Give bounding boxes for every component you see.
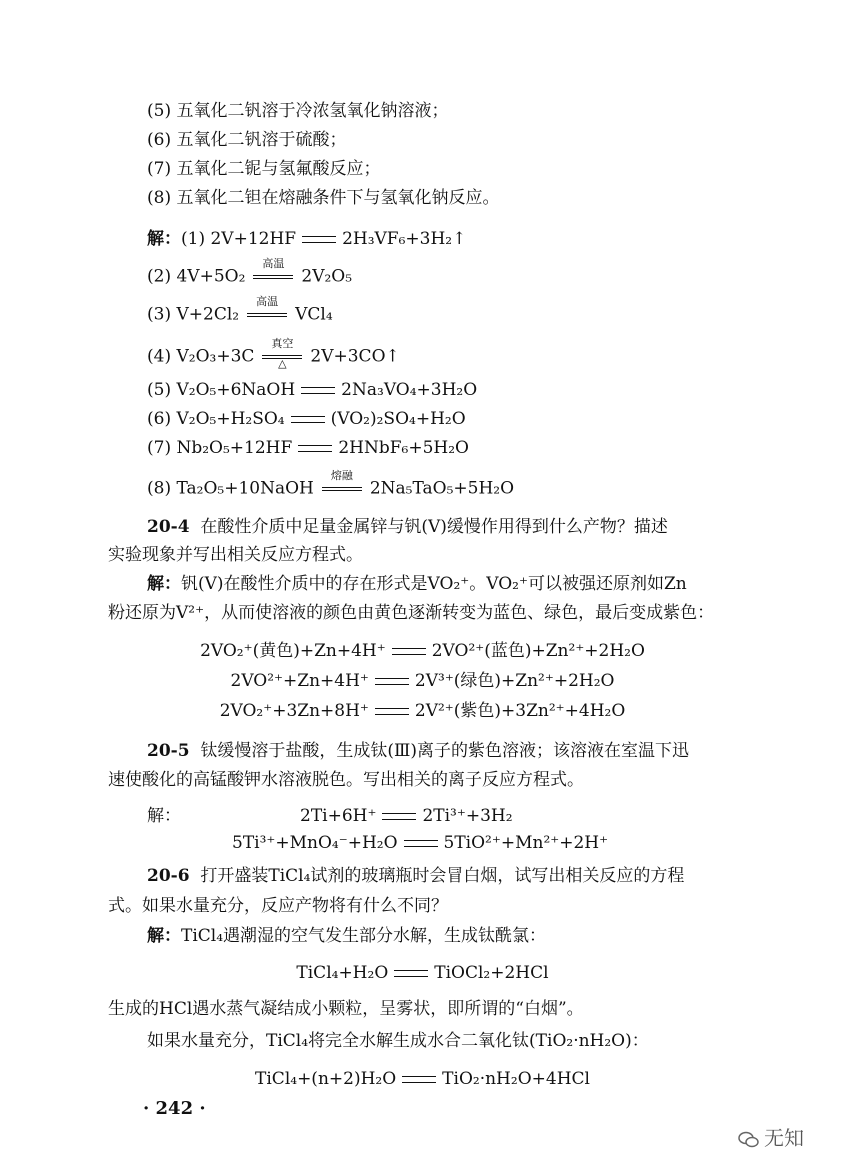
question-number: 20-5: [147, 741, 190, 761]
question-20-6: 20-6 打开盛装TiCl₄试剂的玻璃瓶时会冒白烟，试写出相关反应的方程: [147, 866, 685, 886]
wechat-icon: [738, 1131, 760, 1149]
equation-20-4-3: 2VO₂⁺+3Zn+8H⁺ 2V²⁺(紫色)+3Zn²⁺+4H₂O: [219, 701, 626, 721]
answer-20-6: 解：TiCl₄遇潮湿的空气发生部分水解，生成钛酰氯：: [147, 926, 547, 946]
question-20-5: 20-5 钛缓慢溶于盐酸，生成钛(Ⅲ)离子的紫色溶液；该溶液在室温下迅: [147, 741, 690, 761]
question-line-5: (5) 五氧化二钒溶于冷浓氢氧化钠溶液；: [147, 101, 449, 121]
equation-20-6-2: TiCl₄+(n+2)H₂O TiO₂·nH₂O+4HCl: [255, 1069, 590, 1089]
answer-label-20-5: 解：: [147, 806, 181, 826]
question-line-8: (8) 五氧化二钽在熔融条件下与氢氧化钠反应。: [147, 188, 500, 208]
answer-20-4: 解：钒(V)在酸性介质中的存在形式是VO₂⁺。VO₂⁺可以被强还原剂如Zn: [147, 574, 687, 594]
equation-20-5-1: 2Ti+6H⁺ 2Ti³⁺+3H₂: [300, 806, 513, 826]
equation-1: 解：(1) 2V+12HF 2H₃VF₆+3H₂↑: [147, 229, 467, 249]
equation-8: (8) Ta₂O₅+10NaOH 熔融 2Na₅TaO₅+5H₂O: [147, 474, 514, 504]
question-text: 速使酸化的高锰酸钾水溶液脱色。写出相关的离子反应方程式。: [108, 770, 584, 790]
equation-20-4-2: 2VO²⁺+Zn+4H⁺ 2V³⁺(绿色)+Zn²⁺+2H₂O: [230, 671, 615, 691]
reaction-condition: 高温: [251, 262, 295, 292]
paragraph: 生成的HCl遇水蒸气凝结成小颗粒，呈雾状，即所谓的“白烟”。: [108, 999, 584, 1019]
page-number: · 242 ·: [143, 1098, 206, 1119]
equation-7: (7) Nb₂O₅+12HF 2HNbF₆+5H₂O: [147, 438, 469, 458]
reaction-condition: 高温: [245, 300, 289, 330]
equation-5: (5) V₂O₅+6NaOH 2Na₃VO₄+3H₂O: [147, 380, 478, 400]
equation-20-5-2: 5Ti³⁺+MnO₄⁻+H₂O 5TiO²⁺+Mn²⁺+2H⁺: [232, 833, 609, 853]
question-number: 20-6: [147, 866, 190, 886]
equation-4: (4) V₂O₃+3C 真空 △ 2V+3CO↑: [147, 337, 400, 370]
equation-20-6-1: TiCl₄+H₂O TiOCl₂+2HCl: [296, 963, 549, 983]
reaction-condition: 真空 △: [260, 342, 304, 372]
question-line-7: (7) 五氧化二铌与氢氟酸反应；: [147, 159, 381, 179]
answer-text: 粉还原为V²⁺，从而使溶液的颜色由黄色逐渐转变为蓝色、绿色，最后变成紫色：: [108, 603, 715, 623]
equation-3: (3) V+2Cl₂ 高温 VCl₄: [147, 300, 333, 330]
paragraph: 如果水量充分，TiCl₄将完全水解生成水合二氧化钛(TiO₂·nH₂O)：: [147, 1031, 649, 1051]
question-line-6: (6) 五氧化二钒溶于硫酸；: [147, 130, 347, 150]
equation-20-4-1: 2VO₂⁺(黄色)+Zn+4H⁺ 2VO²⁺(蓝色)+Zn²⁺+2H₂O: [200, 641, 645, 661]
reaction-condition: 熔融: [320, 474, 364, 504]
question-text: 实验现象并写出相关反应方程式。: [108, 545, 363, 565]
answer-label: 解：: [147, 229, 181, 249]
equals-sign: [302, 236, 336, 243]
equation-2: (2) 4V+5O₂ 高温 2V₂O₅: [147, 262, 352, 292]
equation-6: (6) V₂O₅+H₂SO₄ (VO₂)₂SO₄+H₂O: [147, 409, 466, 429]
watermark: 无知: [738, 1122, 804, 1151]
question-text: 式。如果水量充分，反应产物将有什么不同？: [108, 896, 448, 916]
question-20-4: 20-4 在酸性介质中足量金属锌与钒(V)缓慢作用得到什么产物？描述: [147, 517, 668, 537]
question-number: 20-4: [147, 517, 190, 537]
